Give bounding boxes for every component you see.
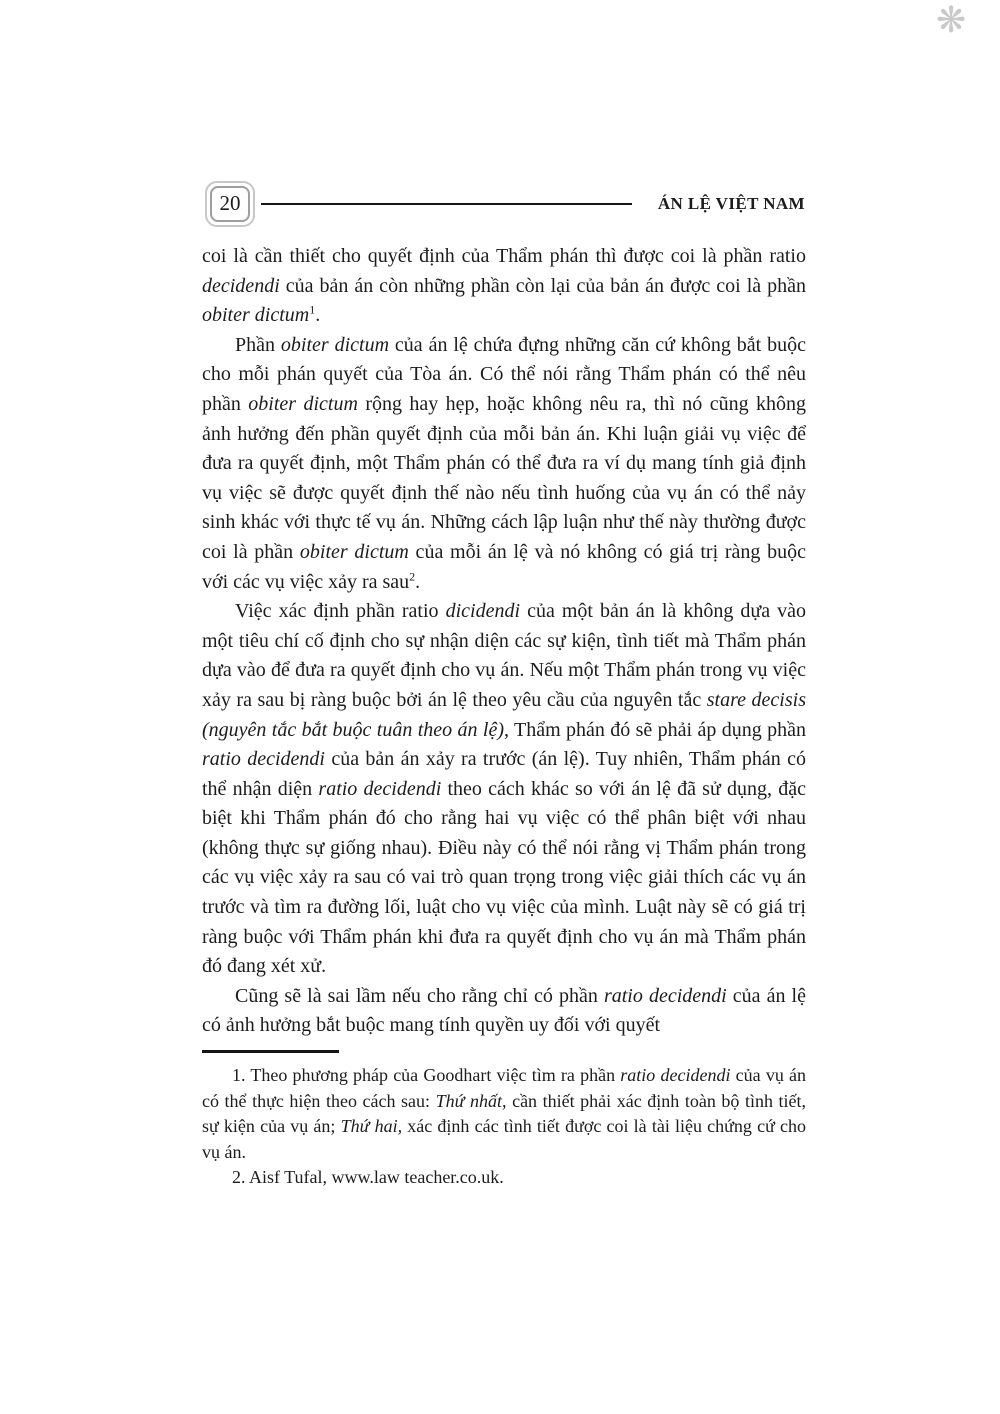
text-run: . — [415, 570, 421, 593]
paragraph — [202, 331, 806, 597]
italic-run: ratio decidendi — [620, 1065, 731, 1086]
text-run: rộng hay hẹp, hoặc không nêu ra, thì nó cũng không ảnh hưởng đến phần quyết định của mỗi bản án. Khi luận giải vụ việc để đưa ra quyết định, một Thẩm phán có thể đưa ra ví dụ mang tính giả định vụ việc sẽ được quyết định thế nào nếu tình huống của vụ án có thể nảy sinh khác với thực tế vụ án. Những cách lập luận như thế này thường được coi là phần — [202, 392, 806, 563]
italic-run: dicidendi — [445, 600, 521, 623]
page-number-box — [205, 181, 255, 227]
text-run: Thẩm phán đó sẽ phải áp dụng phần — [508, 718, 806, 741]
footnote-item — [202, 1165, 806, 1191]
italic-run: ratio decidendi — [202, 748, 325, 771]
footnote-separator — [202, 1050, 339, 1053]
text-run: Phần — [235, 333, 281, 356]
text-run: của một bản án là không dựa vào một tiêu chí cố định cho sự nhận diện các sự kiện, tình tiết mà Thẩm phán dựa vào để đưa ra quyết định cho vụ án. Nếu một Thẩm phán trong vụ việc xảy ra sau bị ràng buộc bởi án lệ theo yêu cầu của nguyên tắc — [202, 600, 806, 711]
footnote-ref: 2 — [409, 568, 416, 583]
italic-run: obiter dictum — [248, 392, 358, 415]
text-run: của mỗi án lệ và nó không có giá trị ràng buộc với các vụ việc xảy ra sau — [202, 540, 806, 593]
italic-run: stare decisis (nguyên tắc bắt buộc tuân theo án lệ), — [202, 688, 806, 741]
running-head-title: ÁN LỆ VIỆT NAM — [657, 194, 805, 213]
paragraph — [202, 242, 806, 331]
text-run: 1. Theo phương pháp của Goodhart việc tìm ra phần — [232, 1065, 621, 1086]
text-run: của bản án còn những phần còn lại của bản án được coi là phần — [279, 274, 806, 297]
text-run: 2. Aisf Tufal, www.law teacher.co.uk. — [232, 1167, 504, 1188]
text-run: cần thiết phải xác định toàn bộ tình tiết, sự kiện của vụ án; — [202, 1090, 806, 1137]
text-run: của án lệ có ảnh hưởng bắt buộc mang tính quyền uy đối với quyết — [202, 984, 806, 1037]
footnote-list — [202, 1063, 806, 1191]
italic-run: obiter dictum — [299, 540, 409, 563]
header-rule — [261, 203, 632, 205]
page-header — [205, 181, 805, 227]
italic-run: ratio decidendi — [318, 777, 442, 800]
content-column — [202, 242, 806, 1191]
italic-run: obiter dictum — [202, 304, 310, 327]
text-run: của vụ án có thể thực hiện theo cách sau: — [202, 1065, 807, 1111]
text-run: Cũng sẽ là sai lầm nếu cho rằng chỉ có phần — [235, 984, 604, 1007]
footnote-ref: 1 — [309, 302, 316, 317]
text-run: xác định các tình tiết được coi là tài liệu chứng cứ cho vụ án. — [202, 1116, 806, 1162]
italic-run: Thứ hai, — [340, 1116, 403, 1137]
text-run: coi là cần thiết cho quyết định của Thẩm phán thì được coi là phần ratio — [202, 245, 806, 267]
text-run: Việc xác định phần ratio — [235, 600, 446, 623]
italic-run: ratio decidendi — [603, 984, 727, 1007]
text-run: của bản án xảy ra trước (án lệ). Tuy nhiên, Thẩm phán có thể nhận diện — [202, 748, 806, 800]
page-number: 20 — [210, 186, 250, 222]
text-run: của án lệ chứa đựng những căn cứ không bắt buộc cho mỗi phán quyết của Tòa án. Có thể nói rằng Thẩm phán có thể nêu phần — [202, 333, 806, 415]
paragraph — [202, 982, 806, 1041]
footnote-section — [202, 1050, 806, 1191]
paragraph — [202, 597, 806, 982]
italic-run: obiter dictum — [280, 333, 390, 356]
flower-asterisk-icon: ❋ — [936, 0, 967, 41]
italic-run: decidendi — [202, 274, 280, 297]
text-run: . — [315, 304, 321, 327]
text-run: theo cách khác so với án lệ đã sử dụng, đặc biệt khi Thẩm phán đó cho rằng hai vụ việc có thể phân biệt với nhau (không thực sự giống nhau). Điều này có thể nói rằng vị Thẩm phán trong các vụ việc xảy ra sau có vai trò quan trọng trong việc giải thích các vụ án trước và tìm ra đường lối, luật cho vụ việc của mình. Luật này sẽ có giá trị ràng buộc với Thẩm phán khi đưa ra quyết định cho vụ án mà Thẩm phán đó đang xét xử. — [202, 777, 806, 978]
body-text — [202, 242, 806, 1041]
footnote-item — [202, 1063, 806, 1165]
italic-run: Thứ nhất, — [435, 1090, 507, 1111]
